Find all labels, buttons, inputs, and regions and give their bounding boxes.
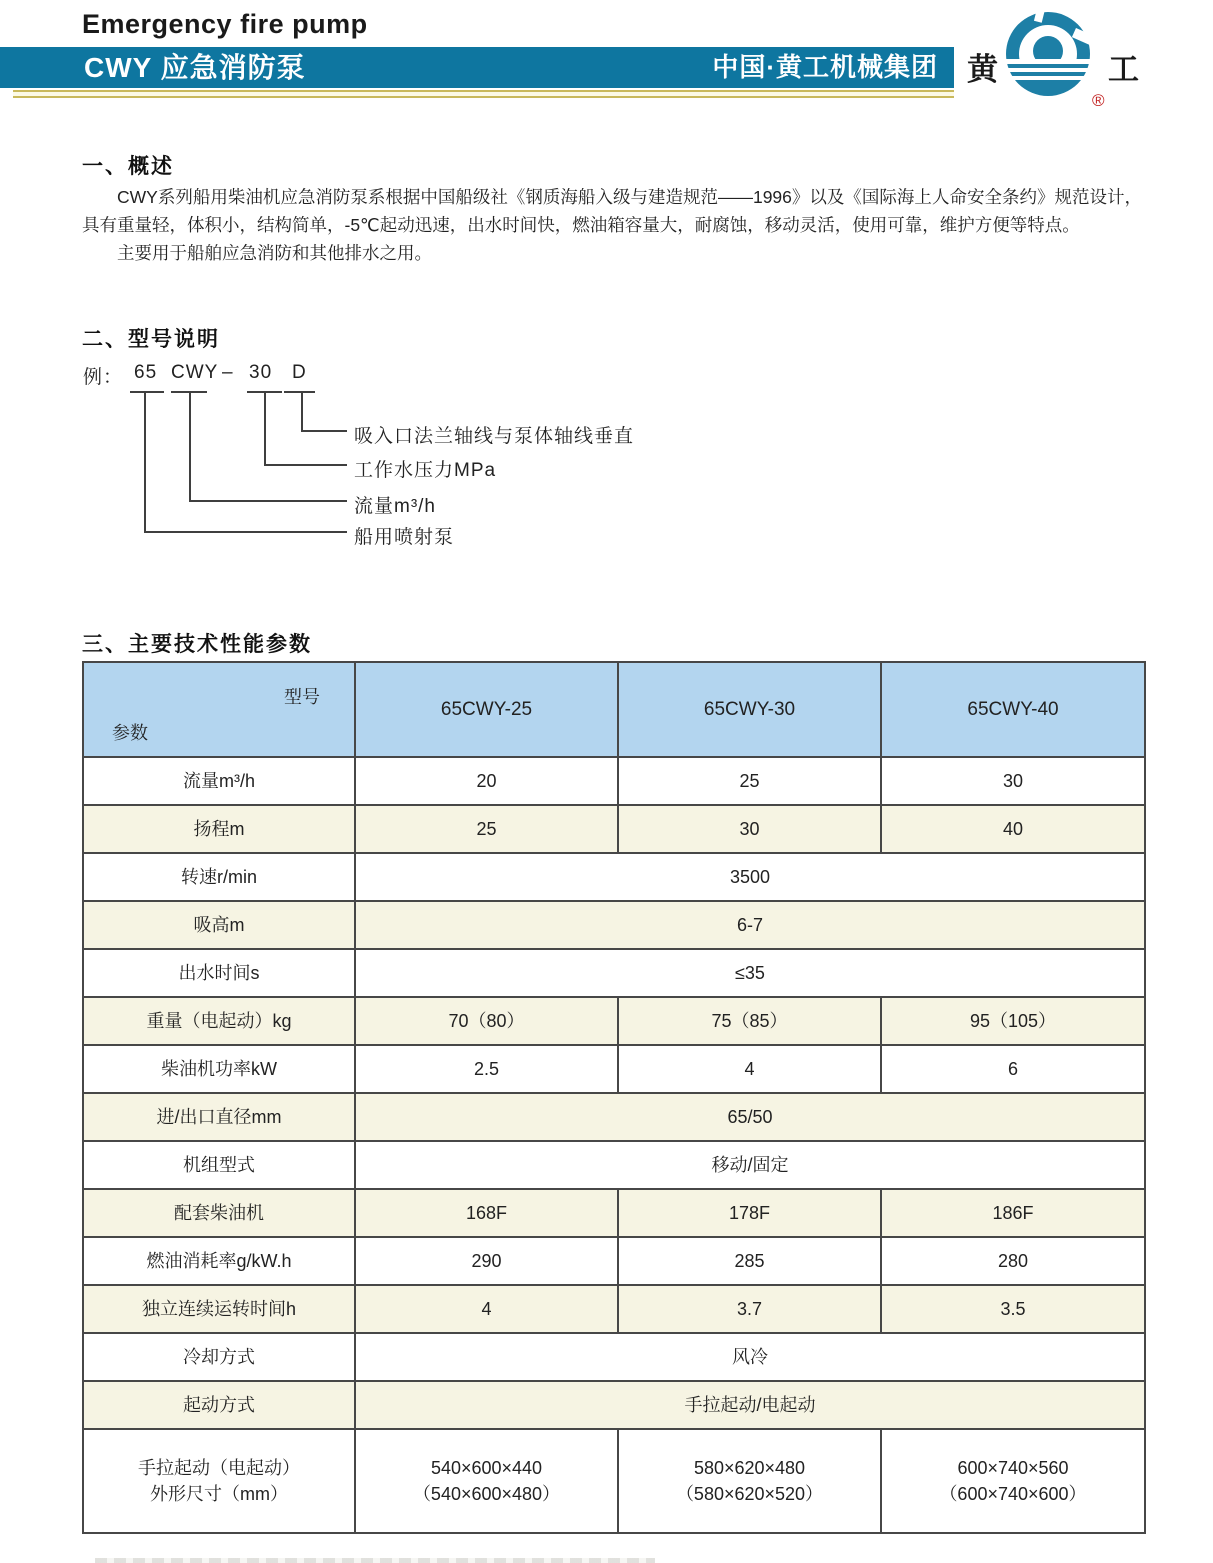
callout-label: 流量m³/h (354, 496, 437, 517)
table-row (83, 1285, 1145, 1333)
param-label: 配套柴油机 (83, 1189, 355, 1237)
param-value: 178F (618, 1189, 881, 1237)
table-header-row (83, 662, 1145, 757)
param-value: 3.5 (881, 1285, 1145, 1333)
callout-underline (130, 391, 164, 393)
param-value-span: 3500 (355, 853, 1145, 901)
overview-text (82, 183, 1142, 267)
param-value: 70（80） (355, 997, 618, 1045)
callout-line (264, 464, 347, 466)
param-label: 重量（电起动）kg (83, 997, 355, 1045)
logo-right-character: 工 (1108, 52, 1139, 87)
table-row (83, 1189, 1145, 1237)
overview-paragraph: 主要用于船舶应急消防和其他排水之用。 (117, 243, 432, 263)
table-row (83, 949, 1145, 997)
callout-label: 船用喷射泵 (354, 527, 455, 548)
product-title: CWY 应急消防泵 (84, 52, 306, 83)
callout-line (301, 391, 303, 432)
logo-wave-gap (1006, 76, 1090, 80)
model-code-part: 65 (134, 362, 158, 383)
param-value-span: 6-7 (355, 901, 1145, 949)
callout-line (189, 391, 191, 502)
overview-paragraph: CWY系列船用柴油机应急消防泵系根据中国船级社《钢质海船入级与建造规范——1996》以及《国际海上人命安全条约》规范设计，具有重量轻，体积小，结构简单，-5℃起动迅速，出水时间快，燃油箱容量大，耐腐蚀，移动灵活，使用可靠，维护方便等特点。 (82, 187, 1142, 235)
param-value-span: ≤35 (355, 949, 1145, 997)
callout-label: 吸入口法兰轴线与泵体轴线垂直 (354, 426, 635, 447)
registered-trademark-icon: ® (1092, 91, 1105, 110)
param-label: 独立连续运转时间h (83, 1285, 355, 1333)
param-label: 转速r/min (83, 853, 355, 901)
spec-table-body (83, 757, 1145, 1533)
param-value: 30 (618, 805, 881, 853)
param-value-span: 手拉起动/电起动 (355, 1381, 1145, 1429)
param-value: 186F (881, 1189, 1145, 1237)
param-value: 25 (355, 805, 618, 853)
callout-label: 工作水压力MPa (354, 460, 497, 481)
param-value-span: 65/50 (355, 1093, 1145, 1141)
example-label: 例： (83, 367, 124, 388)
param-value: 40 (881, 805, 1145, 853)
spec-table (82, 661, 1146, 1534)
param-value: 290 (355, 1237, 618, 1285)
model-code-part: 30 (249, 362, 273, 383)
table-row (83, 805, 1145, 853)
table-row (83, 1429, 1145, 1533)
param-label: 扬程m (83, 805, 355, 853)
model-code-part: – (222, 362, 234, 383)
page-title-english: Emergency fire pump (82, 9, 368, 39)
param-value: 30 (881, 757, 1145, 805)
table-row (83, 1045, 1145, 1093)
param-value: 4 (618, 1045, 881, 1093)
param-label: 冷却方式 (83, 1333, 355, 1381)
param-value: 20 (355, 757, 618, 805)
param-value: 600×740×560 （600×740×600） (881, 1429, 1145, 1533)
param-value: 285 (618, 1237, 881, 1285)
table-row (83, 1381, 1145, 1429)
param-value: 280 (881, 1237, 1145, 1285)
param-value: 3.7 (618, 1285, 881, 1333)
param-label: 进/出口直径mm (83, 1093, 355, 1141)
param-label: 手拉起动（电起动） 外形尺寸（mm） (83, 1429, 355, 1533)
callout-line (144, 391, 146, 533)
logo-left-character: 黄 (967, 52, 998, 87)
callout-line (301, 430, 347, 432)
param-value: 95（105） (881, 997, 1145, 1045)
param-value: 6 (881, 1045, 1145, 1093)
logo-wave-gap (1006, 59, 1090, 64)
param-value: 75（85） (618, 997, 881, 1045)
callout-underline (171, 391, 207, 393)
param-value: 580×620×480 （580×620×520） (618, 1429, 881, 1533)
logo-wave-gap (1006, 68, 1090, 72)
param-label: 柴油机功率kW (83, 1045, 355, 1093)
title-banner (0, 47, 954, 88)
table-row (83, 1333, 1145, 1381)
section-heading-specs: 三、主要技术性能参数 (82, 633, 312, 656)
table-row (83, 997, 1145, 1045)
model-code-part: CWY (171, 362, 219, 383)
table-row (83, 1237, 1145, 1285)
table-row (83, 757, 1145, 805)
param-value-span: 移动/固定 (355, 1141, 1145, 1189)
callout-line (264, 391, 266, 466)
param-value: 540×600×440 （540×600×480） (355, 1429, 618, 1533)
gold-divider-line (13, 90, 954, 98)
param-value-span: 风冷 (355, 1333, 1145, 1381)
param-label: 流量m³/h (83, 757, 355, 805)
param-value: 2.5 (355, 1045, 618, 1093)
company-name: 中国·黄工机械集团 (712, 52, 938, 82)
param-label: 燃油消耗率g/kW.h (83, 1237, 355, 1285)
callout-line (189, 500, 347, 502)
table-row (83, 1093, 1145, 1141)
param-label: 吸高m (83, 901, 355, 949)
param-label: 机组型式 (83, 1141, 355, 1189)
param-label: 起动方式 (83, 1381, 355, 1429)
callout-line (144, 531, 347, 533)
corner-label-parameter: 参数 (112, 723, 148, 743)
model-column-header: 65CWY-30 (618, 662, 881, 757)
param-label: 出水时间s (83, 949, 355, 997)
table-row (83, 853, 1145, 901)
param-value: 168F (355, 1189, 618, 1237)
table-row (83, 1141, 1145, 1189)
callout-underline (284, 391, 315, 393)
corner-label-model: 型号 (284, 687, 320, 707)
cut-off-print-fragment (95, 1558, 655, 1563)
company-logo-icon (963, 3, 1155, 115)
param-value: 25 (618, 757, 881, 805)
param-value: 4 (355, 1285, 618, 1333)
section-heading-overview: 一、概述 (82, 155, 174, 178)
model-column-header: 65CWY-40 (881, 662, 1145, 757)
callout-underline (247, 391, 282, 393)
model-column-header: 65CWY-25 (355, 662, 618, 757)
section-heading-model: 二、型号说明 (82, 328, 220, 351)
table-row (83, 901, 1145, 949)
model-code-part: D (292, 362, 307, 383)
corner-header-cell (83, 662, 355, 757)
